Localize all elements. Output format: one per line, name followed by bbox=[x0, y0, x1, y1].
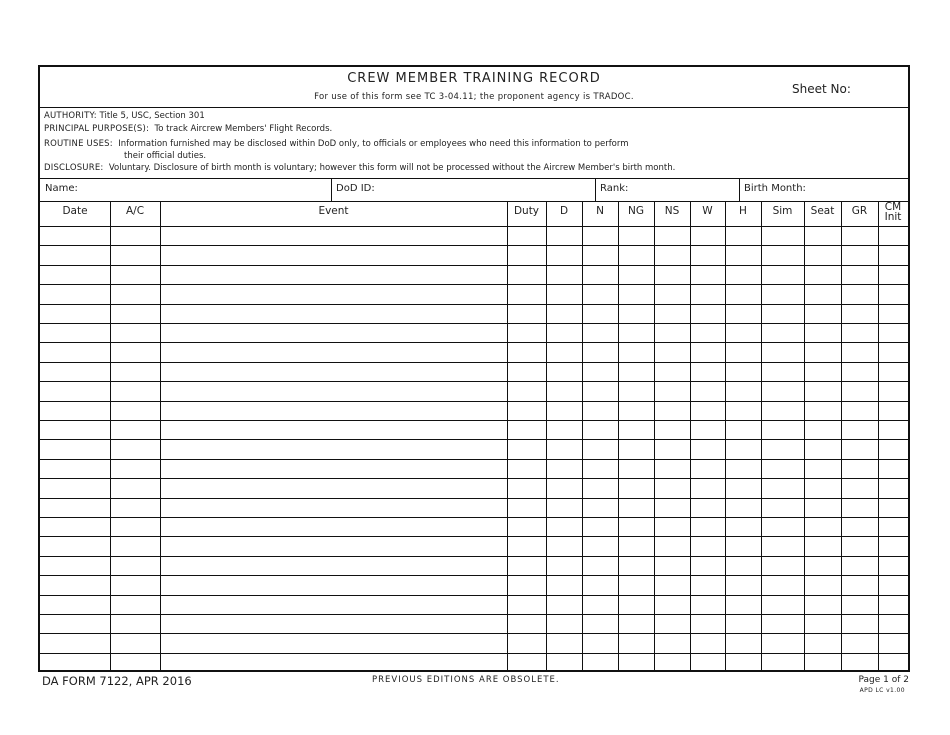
col-header-cm-init bbox=[878, 202, 908, 222]
disclosure-line bbox=[44, 163, 675, 173]
dod-id-field[interactable]: DoD ID: bbox=[336, 183, 375, 194]
sheet-number-field[interactable]: Sheet No: bbox=[792, 82, 851, 96]
col-header-d: D bbox=[559, 205, 569, 217]
name-field[interactable]: Name: bbox=[45, 183, 78, 194]
rank-field[interactable]: Rank: bbox=[600, 183, 629, 194]
routine-uses-line-2: their official duties. bbox=[124, 151, 207, 161]
disclosure-text: Voluntary. Disclosure of birth month is voluntary; however this form will not be processed without the Aircrew Member's birth month. bbox=[108, 163, 676, 173]
routine-uses-label: ROUTINE USES: bbox=[44, 139, 113, 149]
form-title: CREW MEMBER TRAINING RECORD bbox=[347, 71, 601, 86]
birth-month-field[interactable]: Birth Month: bbox=[744, 183, 806, 194]
form-number: DA FORM 7122, APR 2016 bbox=[42, 674, 192, 688]
member-info-row bbox=[40, 178, 908, 202]
col-header-event: Event bbox=[318, 205, 349, 217]
privacy-act-statement bbox=[40, 107, 908, 179]
col-header-seat: Seat bbox=[810, 205, 835, 217]
page-number: Page 1 of 2 bbox=[858, 675, 909, 685]
routine-uses-line bbox=[44, 139, 629, 149]
col-header-gr: GR bbox=[851, 205, 868, 217]
obsolete-notice: PREVIOUS EDITIONS ARE OBSOLETE. bbox=[372, 675, 560, 685]
col-header-ng: NG bbox=[628, 205, 644, 217]
form-header bbox=[40, 67, 908, 108]
purpose-line bbox=[44, 124, 332, 134]
divider bbox=[739, 178, 740, 201]
col-header-date: Date bbox=[62, 205, 88, 217]
disclosure-label: DISCLOSURE: bbox=[44, 163, 104, 173]
divider bbox=[331, 178, 332, 201]
authority-text: Title 5, USC, Section 301 bbox=[99, 111, 205, 121]
apd-version: APD LC v1.00 bbox=[859, 687, 905, 694]
col-header-n: N bbox=[596, 205, 604, 217]
divider bbox=[595, 178, 596, 201]
authority-line bbox=[44, 111, 205, 121]
training-log-grid[interactable] bbox=[40, 201, 908, 671]
col-header-w: W bbox=[702, 205, 713, 217]
col-header-ac: A/C bbox=[125, 205, 145, 217]
purpose-text: To track Aircrew Members' Flight Records. bbox=[154, 124, 333, 134]
routine-uses-text: Information furnished may be disclosed within DoD only, to officials or employees who need this information to perform bbox=[118, 139, 629, 149]
col-header-sim: Sim bbox=[772, 205, 793, 217]
authority-label: AUTHORITY: bbox=[44, 111, 97, 121]
col-header-init: Init bbox=[884, 211, 902, 223]
col-header-ns: NS bbox=[664, 205, 680, 217]
form-subtitle: For use of this form see TC 3-04.11; the proponent agency is TRADOC. bbox=[314, 92, 634, 102]
col-header-cm: CM bbox=[884, 201, 902, 213]
col-header-h: H bbox=[739, 205, 747, 217]
purpose-label: PRINCIPAL PURPOSE(S): bbox=[44, 124, 150, 134]
training-record-form bbox=[38, 65, 910, 672]
col-header-duty: Duty bbox=[513, 205, 540, 217]
